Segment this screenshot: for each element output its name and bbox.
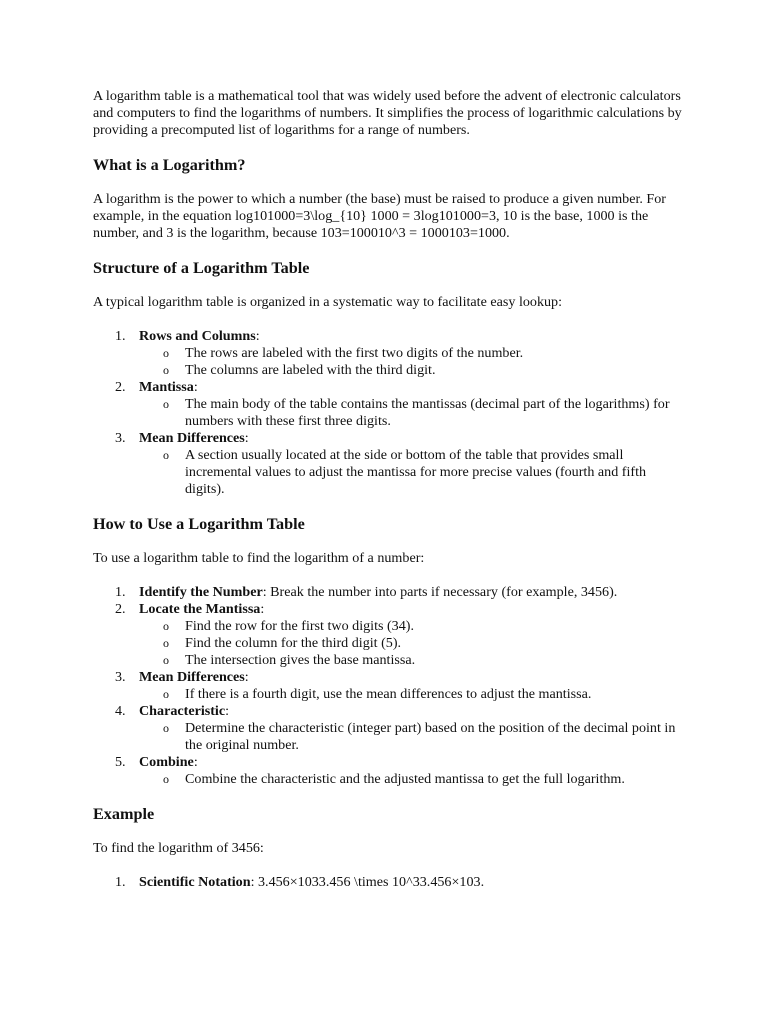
- list-number: 2.: [115, 379, 126, 395]
- list-number: 2.: [115, 601, 126, 617]
- list-rest: :: [193, 754, 198, 770]
- list-number: 4.: [115, 703, 126, 719]
- sub-item-text: The main body of the table contains the mantissas (decimal part of the logarithms) for numbers with these first three digits.: [185, 396, 670, 429]
- section-structure: [93, 259, 682, 498]
- list-item: [93, 328, 682, 379]
- list-item: [93, 874, 682, 891]
- section-heading: How to Use a Logarithm Table: [93, 515, 305, 533]
- bullet-icon: o: [163, 636, 169, 650]
- section-heading: Structure of a Logarithm Table: [93, 259, 310, 277]
- list-rest: :: [255, 328, 260, 344]
- list-rest: :: [260, 601, 265, 617]
- sub-list-item: [139, 396, 682, 430]
- list-item: [93, 669, 682, 703]
- list-item: [93, 703, 682, 754]
- sub-item-text: Determine the characteristic (integer part) based on the position of the decimal point in the original number.: [185, 720, 676, 753]
- section-heading: Example: [93, 805, 155, 823]
- sub-list-item: [139, 686, 682, 703]
- bullet-icon: o: [163, 619, 169, 633]
- sub-item-text: The intersection gives the base mantissa.: [185, 652, 416, 668]
- list-rest: : Break the number into parts if necessary (for example, 3456).: [262, 584, 618, 600]
- list-item: [93, 430, 682, 498]
- list-term: Characteristic: [139, 703, 226, 719]
- bullet-icon: o: [163, 653, 169, 667]
- list-term: Mean Differences: [139, 430, 245, 446]
- section-paragraph: A typical logarithm table is organized in a systematic way to facilitate easy lookup:: [93, 294, 563, 310]
- sub-list-item: [139, 635, 682, 652]
- section-how-to-use: [93, 515, 682, 788]
- sub-item-text: Find the row for the first two digits (34).: [185, 618, 414, 634]
- bullet-icon: o: [163, 448, 169, 462]
- list-item: [93, 379, 682, 430]
- list-term: Scientific Notation: [139, 874, 251, 890]
- list-number: 1.: [115, 328, 126, 344]
- sub-list: [139, 686, 682, 703]
- sub-list: [139, 618, 682, 669]
- numbered-list: [93, 328, 682, 498]
- bullet-icon: o: [163, 721, 169, 735]
- bullet-icon: o: [163, 346, 169, 360]
- list-term: Identify the Number: [139, 584, 263, 600]
- list-term: Rows and Columns: [139, 328, 256, 344]
- list-rest: :: [225, 703, 230, 719]
- list-number: 1.: [115, 584, 126, 600]
- sub-list-item: [139, 720, 682, 754]
- numbered-list: [93, 874, 682, 891]
- list-item: [93, 754, 682, 788]
- list-item: [93, 584, 682, 601]
- sub-list: [139, 720, 682, 754]
- section-paragraph: To use a logarithm table to find the logarithm of a number:: [93, 550, 425, 566]
- list-term: Mantissa: [139, 379, 194, 395]
- sub-list-item: [139, 362, 682, 379]
- sub-item-text: If there is a fourth digit, use the mean differences to adjust the mantissa.: [185, 686, 592, 702]
- bullet-icon: o: [163, 397, 169, 411]
- list-rest: :: [244, 669, 249, 685]
- sub-list-item: [139, 345, 682, 362]
- section-example: [93, 805, 682, 891]
- list-item: [93, 601, 682, 669]
- section-paragraph: A logarithm is the power to which a number (the base) must be raised to produce a given number. For example, in the equation log101000=3\log_{10} 1000 = 3log101000=3, 10 is the base, 1000 is the number, and 3 is the logarithm, because 103=100010^3 = 1000103=1000.: [93, 191, 667, 241]
- list-term: Locate the Mantissa: [139, 601, 261, 617]
- sub-item-text: The columns are labeled with the third digit.: [185, 362, 436, 378]
- numbered-list: [93, 584, 682, 788]
- sub-list-item: [139, 618, 682, 635]
- sub-list-item: [139, 447, 682, 498]
- bullet-icon: o: [163, 772, 169, 786]
- sub-list: [139, 771, 682, 788]
- bullet-icon: o: [163, 363, 169, 377]
- sub-item-text: Find the column for the third digit (5).: [185, 635, 402, 651]
- section-paragraph: To find the logarithm of 3456:: [93, 840, 264, 856]
- list-term: Mean Differences: [139, 669, 245, 685]
- list-number: 3.: [115, 430, 126, 446]
- list-rest: :: [244, 430, 249, 446]
- list-rest: : 3.456×1033.456 \times 10^33.456×103.: [250, 874, 485, 890]
- list-number: 3.: [115, 669, 126, 685]
- bullet-icon: o: [163, 687, 169, 701]
- sub-list-item: [139, 652, 682, 669]
- sub-item-text: A section usually located at the side or bottom of the table that provides small incremental values to adjust the mantissa for more precise values (fourth and fifth digits).: [185, 447, 647, 497]
- list-rest: :: [193, 379, 198, 395]
- sub-list: [139, 396, 682, 430]
- section-what-is-logarithm: [93, 156, 682, 242]
- list-number: 5.: [115, 754, 126, 770]
- sub-list-item: [139, 771, 682, 788]
- sub-item-text: The rows are labeled with the first two digits of the number.: [185, 345, 524, 361]
- list-number: 1.: [115, 874, 126, 890]
- list-term: Combine: [139, 754, 194, 770]
- section-heading: What is a Logarithm?: [93, 156, 246, 174]
- sub-list: [139, 447, 682, 498]
- sub-item-text: Combine the characteristic and the adjusted mantissa to get the full logarithm.: [185, 771, 625, 787]
- sub-list: [139, 345, 682, 379]
- intro-paragraph: A logarithm table is a mathematical tool that was widely used before the advent of electronic calculators and computers to find the logarithms of numbers. It simplifies the process of logarithmic calculations by providing a precomputed list of logarithms for a range of numbers.: [93, 88, 682, 138]
